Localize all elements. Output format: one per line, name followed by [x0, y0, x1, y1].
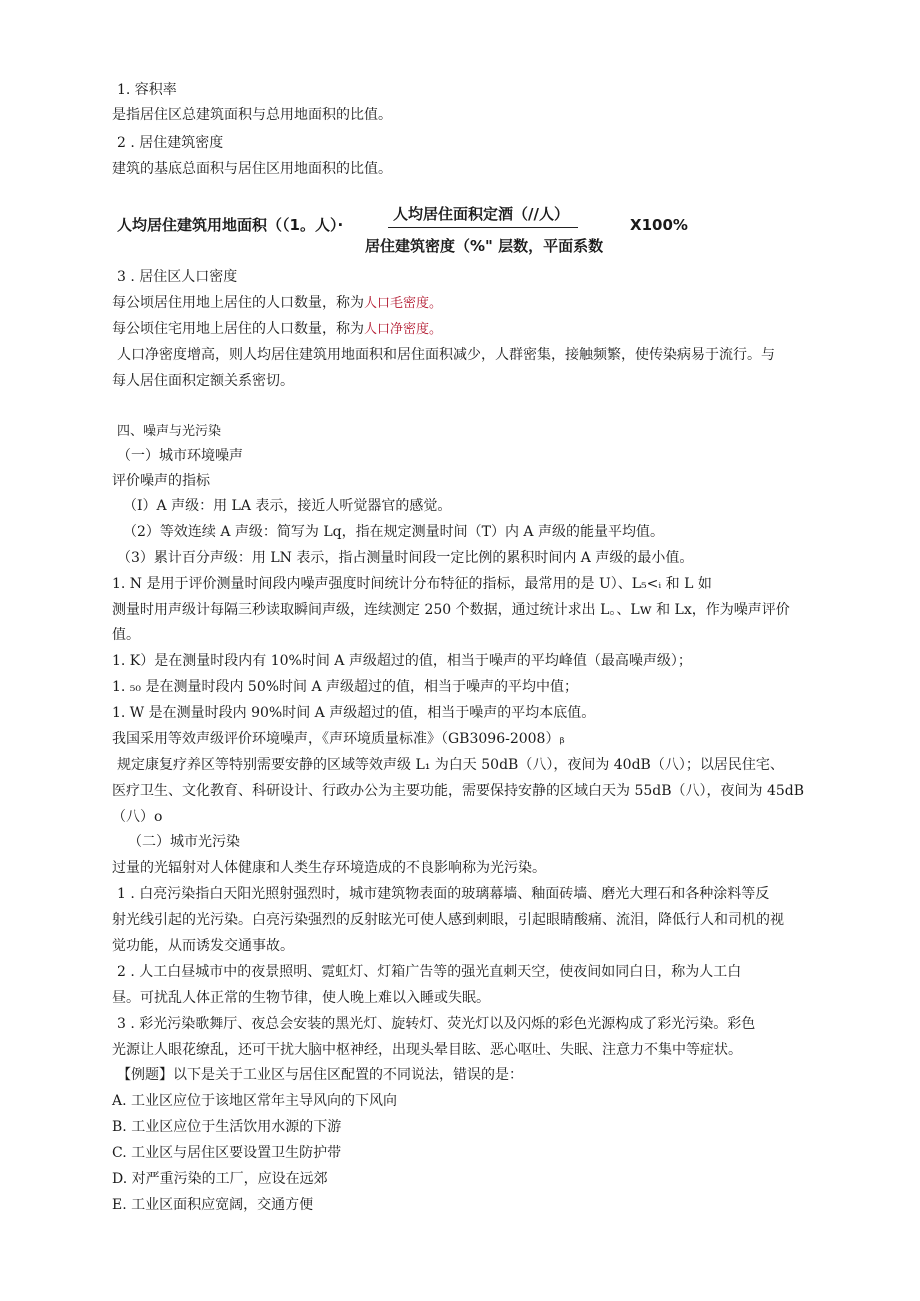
noise-stat-line-2: 测量时用声级计每隔三秒读取瞬间声级，连续测定 250 个数据，通过统计求出 L。、Lw 和 Lx，作为噪声评价 [112, 602, 790, 618]
formula-numerator: 人均居住面积定酒（//人） [393, 205, 569, 223]
noise-indicator-ln: （3）累计百分声级：用 LN 表示，指占测量时间段一定比例的累积时间内 A 声级的最小值。 [117, 550, 694, 566]
noise-stat-line-3: 值。 [112, 627, 140, 643]
color-light-line-2: 光源让人眼花缭乱，还可干扰大脑中枢神经，出现头晕目眩、恶心呕吐、失眠、注意力不集中等症状。 [112, 1042, 742, 1058]
paragraph-density-effect-1: 人口净密度增高，则人均居住建筑用地面积和居住面积减少，人群密集，接触频繁，使传染病易于流行。与 [117, 347, 775, 363]
gross-density-text: 每公顷居住用地上居住的人口数量，称为 [112, 295, 364, 311]
net-density-term: 人口净密度。 [364, 322, 443, 337]
option-b: B. 工业区应位于生活饮用水源的下游 [112, 1119, 342, 1135]
formula-right: X100% [630, 216, 688, 234]
color-light-line-1: 3 . 彩光污染歌舞厅、夜总会安装的黑光灯、旋转灯、荧光灯以及闪烁的彩色光源构成了彩光污染。彩色 [117, 1016, 756, 1032]
net-density-text: 每公顷住宅用地上居住的人口数量，称为 [112, 321, 364, 337]
heading-building-density: 2 . 居住建筑密度 [117, 135, 224, 151]
paragraph-building-density: 建筑的基底总面积与居住区用地面积的比值。 [112, 161, 392, 177]
noise-standard-line: 我国采用等效声级评价环境噪声，《声环境质量标准》（GB3096-2008）ᵦ [112, 731, 565, 747]
noise-l90-line: 1. W 是在测量时段内 90%时间 A 声级超过的值，相当于噪声的平均本底值。 [112, 705, 596, 721]
fraction-bar [388, 227, 578, 228]
paragraph-gross-density [112, 294, 442, 313]
option-e: E. 工业区面积应宽阔，交通方便 [112, 1197, 314, 1213]
noise-l50-line: 1. ₅₀ 是在测量时段内 50%时间 A 声级超过的值，相当于噪声的平均中值； [112, 679, 579, 695]
paragraph-floor-area-ratio: 是指居住区总建筑面积与总用地面积的比值。 [112, 107, 392, 123]
subheading-urban-noise: （一）城市环境噪声 [117, 448, 243, 464]
artificial-daylight-line-2: 昼。可扰乱人体正常的生物节律，使人晚上难以入睡或失眠。 [112, 990, 490, 1006]
option-c: C. 工业区与居住区要设置卫生防护带 [112, 1145, 342, 1161]
noise-indicators-label: 评价噪声的指标 [112, 473, 210, 489]
noise-rule-line-1: 规定康复疗养区等特别需要安静的区域等效声级 L₁ 为白天 50dB（八），夜间为 40dB（八）；以居民住宅、 [117, 757, 784, 773]
light-pollution-definition: 过量的光辐射对人体健康和人类生存环境造成的不良影响称为光污染。 [112, 860, 546, 876]
white-light-line-3: 觉功能，从而诱发交通事故。 [112, 938, 294, 954]
heading-floor-area-ratio: 1. 容积率 [117, 82, 177, 98]
subheading-light-pollution: （二）城市光污染 [128, 834, 240, 850]
option-a: A. 工业区应位于该地区常年主导风向的下风向 [112, 1093, 398, 1109]
gross-density-term: 人口毛密度。 [364, 296, 443, 311]
noise-indicator-leq: （2）等效连续 A 声级：简写为 Lq，指在规定测量时间（T）内 A 声级的能量平均值。 [123, 524, 664, 540]
paragraph-density-effect-2: 每人居住面积定额关系密切。 [112, 373, 294, 389]
example-question: 【例题】以下是关于工业区与居住区配置的不同说法，错误的是： [117, 1067, 523, 1083]
artificial-daylight-line-1: 2 . 人工白昼城市中的夜景照明、霓虹灯、灯箱广告等的强光直刺天空，使夜间如同白日，称为人工白 [117, 964, 742, 980]
formula-denominator: 居住建筑密度（%" 层数，平面系数 [365, 237, 604, 255]
white-light-line-1: 1 . 白亮污染指白天阳光照射强烈时，城市建筑物表面的玻璃幕墙、釉面砖墙、磨光大理石和各种涂料等反 [117, 886, 770, 902]
option-d: D. 对严重污染的工厂，应设在远郊 [112, 1171, 328, 1187]
paragraph-net-density [112, 320, 442, 339]
noise-rule-line-2: 医疗卫生、文化教育、科研设计、行政办公为主要功能，需要保持安静的区域白天为 55dB（八），夜间为 45dB [112, 783, 805, 799]
heading-population-density: 3 . 居住区人口密度 [117, 269, 238, 285]
noise-rule-line-3: （八）o [112, 809, 163, 825]
noise-indicator-a-level: （I）A 声级：用 LA 表示，接近人听觉器官的感觉。 [123, 498, 452, 514]
formula-left: 人均居住建筑用地面积（（1。人）· [117, 216, 344, 234]
section-title-noise-light: 四、噪声与光污染 [117, 424, 222, 439]
white-light-line-2: 射光线引起的光污染。白亮污染强烈的反射眩光可使人感到刺眼，引起眼睛酸痛、流泪，降低行人和司机的视 [112, 912, 784, 928]
noise-l10-line: 1. K）是在测量时段内有 10%时间 A 声级超过的值，相当于噪声的平均峰值（最高噪声级）； [112, 653, 692, 669]
noise-stat-line-1: 1. N 是用于评价测量时间段内噪声强度时间统计分布特征的指标，最常用的是 U）、L₅<ᵢ 和 L 如 [112, 576, 712, 592]
